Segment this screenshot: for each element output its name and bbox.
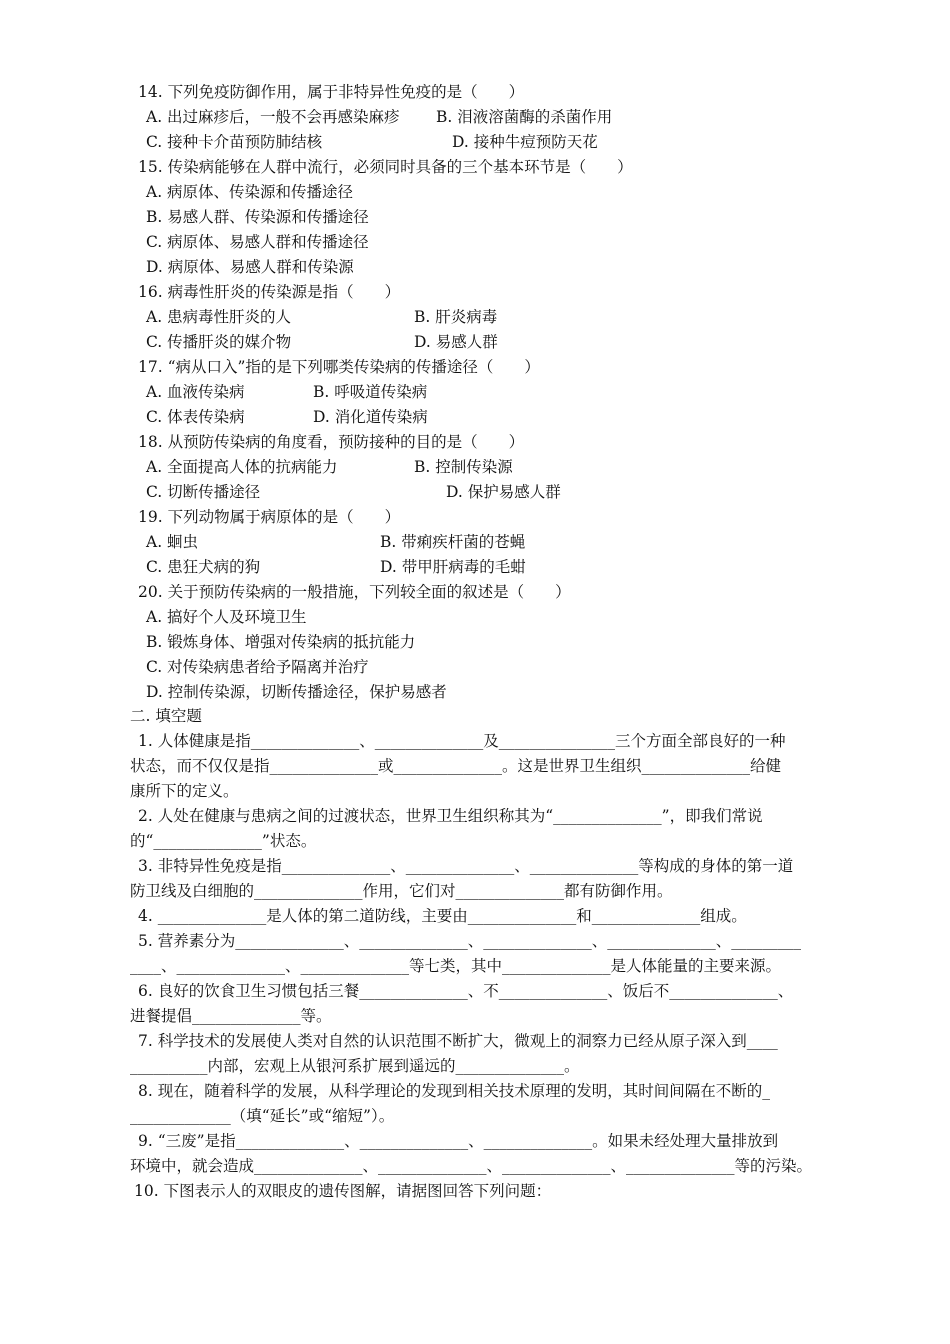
question-14-option-c: C. 接种卡介苗预防肺结核 xyxy=(146,133,323,151)
fill-in-line: 康所下的定义。 xyxy=(130,782,239,800)
question-18-option-b: B. 控制传染源 xyxy=(414,458,513,476)
question-19-option-c: C. 患狂犬病的狗 xyxy=(146,558,261,576)
question-15-option-d: D. 病原体、易感人群和传染源 xyxy=(146,258,354,276)
question-17-stem: 17. “病从口入”指的是下列哪类传染病的传播途径（ ） xyxy=(138,358,540,376)
fill-in-line: 1. 人体健康是指______________、______________及_______________三个方面全部良好的一种 xyxy=(138,732,786,750)
question-14-option-a: A. 出过麻疹后，一般不会再感染麻疹 xyxy=(146,108,400,126)
question-16-option-b: B. 肝炎病毒 xyxy=(414,308,498,326)
fill-in-line: 8. 现在，随着科学的发展，从科学理论的发现到相关技术原理的发明，其时间间隔在不断的_ xyxy=(138,1082,770,1100)
fill-in-line: 的“______________”状态。 xyxy=(130,832,317,850)
question-20-option-d: D. 控制传染源，切断传播途径，保护易感者 xyxy=(146,683,447,701)
fill-in-line: _____________（填“延长”或“缩短”）。 xyxy=(130,1107,395,1125)
question-19-option-a: A. 蛔虫 xyxy=(146,533,199,551)
question-19-option-b: B. 带痢疾杆菌的苍蝇 xyxy=(380,533,526,551)
question-20-option-a: A. 搞好个人及环境卫生 xyxy=(146,608,307,626)
question-14-option-b: B. 泪液溶菌酶的杀菌作用 xyxy=(436,108,613,126)
question-18-option-c: C. 切断传播途径 xyxy=(146,483,261,501)
question-18-option-a: A. 全面提高人体的抗病能力 xyxy=(146,458,338,476)
question-16-option-d: D. 易感人群 xyxy=(414,333,498,351)
question-16-stem: 16. 病毒性肝炎的传染源是指（ ） xyxy=(138,283,401,301)
question-15-option-a: A. 病原体、传染源和传播途径 xyxy=(146,183,354,201)
fill-in-line: 状态，而不仅仅是指______________或______________。这是世界卫生组织______________给健 xyxy=(130,757,782,775)
fill-in-line: 5. 营养素分为______________、______________、______________、______________、_________ xyxy=(138,932,801,950)
question-16-option-c: C. 传播肝炎的媒介物 xyxy=(146,333,292,351)
question-18-option-d: D. 保护易感人群 xyxy=(446,483,561,501)
fill-in-line: 7. 科学技术的发展使人类对自然的认识范围不断扩大，微观上的洞察力已经从原子深入到____ xyxy=(138,1032,778,1050)
section-title-fill-in: 二. 填空题 xyxy=(130,707,202,725)
fill-in-line: 2. 人处在健康与患病之间的过渡状态，世界卫生组织称其为“______________”，即我们常说 xyxy=(138,807,763,825)
question-14-stem: 14. 下列免疫防御作用，属于非特异性免疫的是（ ） xyxy=(138,83,525,101)
fill-in-line: ____、______________、______________等七类，其中______________是人体能量的主要来源。 xyxy=(130,957,782,975)
question-15-option-c: C. 病原体、易感人群和传播途径 xyxy=(146,233,369,251)
question-20-stem: 20. 关于预防传染病的一般措施，下列较全面的叙述是（ ） xyxy=(138,583,571,601)
question-15-stem: 15. 传染病能够在人群中流行，必须同时具备的三个基本环节是（ ） xyxy=(138,158,633,176)
question-16-option-a: A. 患病毒性肝炎的人 xyxy=(146,308,292,326)
question-17-option-b: B. 呼吸道传染病 xyxy=(313,383,428,401)
fill-in-line: 6. 良好的饮食卫生习惯包括三餐______________、不______________、饭后不______________、 xyxy=(138,982,794,1000)
question-20-option-b: B. 锻炼身体、增强对传染病的抵抗能力 xyxy=(146,633,416,651)
fill-in-line: 环境中，就会造成______________、______________、______________、______________等的污染。 xyxy=(130,1157,813,1175)
question-15-option-b: B. 易感人群、传染源和传播途径 xyxy=(146,208,369,226)
question-19-option-d: D. 带甲肝病毒的毛蚶 xyxy=(380,558,526,576)
question-19-stem: 19. 下列动物属于病原体的是（ ） xyxy=(138,508,401,526)
fill-in-line: 9. “三废”是指______________、______________、______________。如果未经处理大量排放到 xyxy=(138,1132,779,1150)
question-20-option-c: C. 对传染病患者给予隔离并治疗 xyxy=(146,658,369,676)
fill-in-line: 4. ______________是人体的第二道防线，主要由______________和______________组成。 xyxy=(138,907,747,925)
fill-in-line: 防卫线及白细胞的______________作用，它们对______________都有防御作用。 xyxy=(130,882,673,900)
fill-in-line: __________内部，宏观上从银河系扩展到遥远的______________。 xyxy=(130,1057,580,1075)
question-14-option-d: D. 接种牛痘预防天花 xyxy=(452,133,598,151)
question-17-option-d: D. 消化道传染病 xyxy=(313,408,428,426)
fill-in-line: 3. 非特异性免疫是指______________、______________、______________等构成的身体的第一道 xyxy=(138,857,794,875)
question-17-option-a: A. 血液传染病 xyxy=(146,383,245,401)
question-17-option-c: C. 体表传染病 xyxy=(146,408,245,426)
fill-in-line: 10. 下图表示人的双眼皮的遗传图解，请据图回答下列问题： xyxy=(134,1182,552,1200)
question-18-stem: 18. 从预防传染病的角度看，预防接种的目的是（ ） xyxy=(138,433,525,451)
fill-in-line: 进餐提倡______________等。 xyxy=(130,1007,332,1025)
